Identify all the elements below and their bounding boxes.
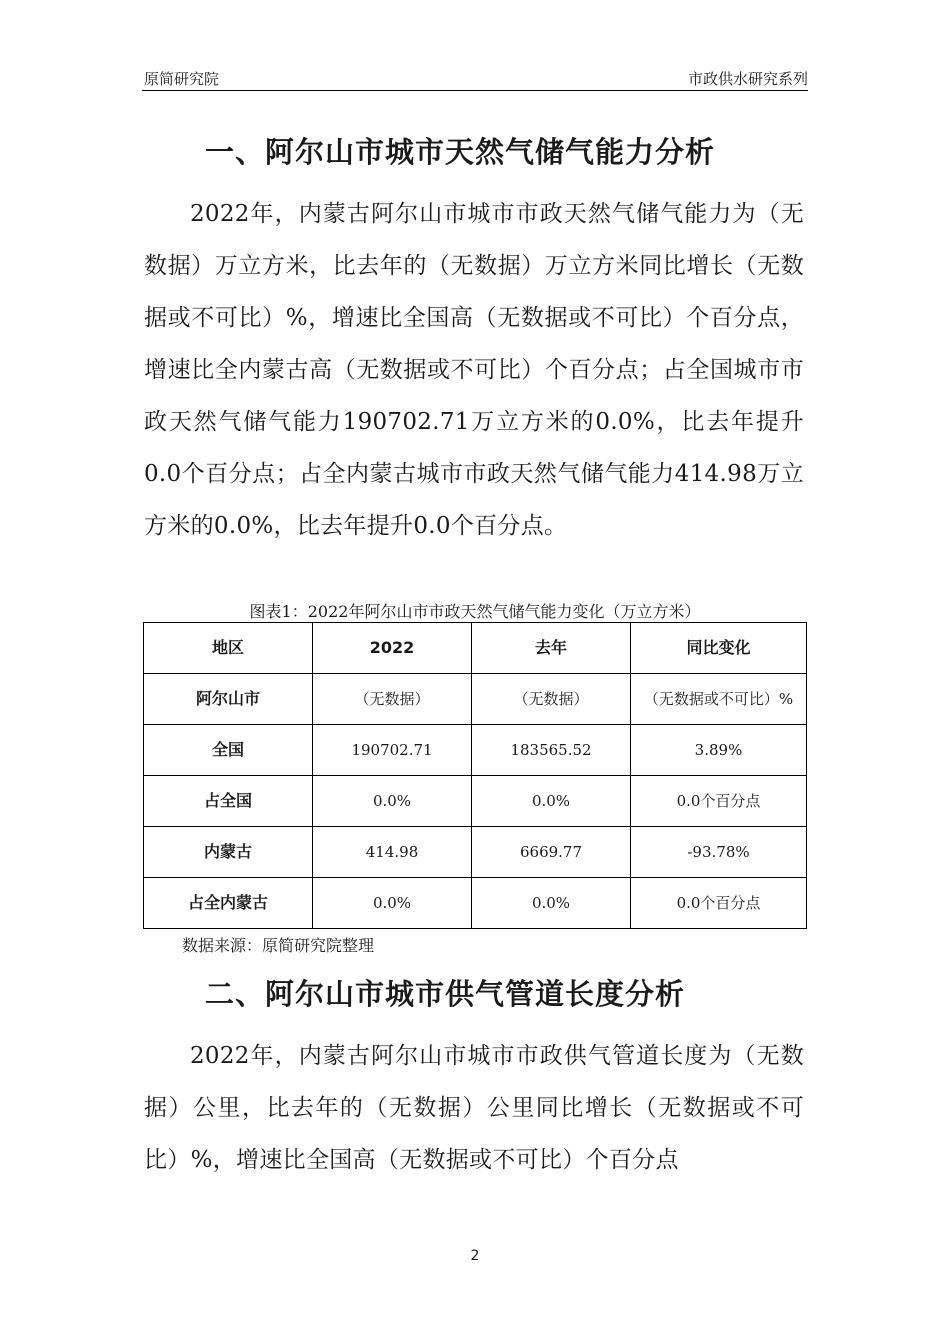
table-cell: -93.78%	[631, 827, 807, 878]
column-header-region: 地区	[144, 623, 313, 674]
row-label: 内蒙古	[144, 827, 313, 878]
table-row	[144, 827, 807, 878]
table-cell: 183565.52	[472, 725, 631, 776]
table-cell: 190702.71	[313, 725, 472, 776]
header-divider	[142, 90, 808, 91]
table-cell: 414.98	[313, 827, 472, 878]
table-cell: 0.0个百分点	[631, 878, 807, 929]
table-cell: （无数据）	[472, 674, 631, 725]
table-row	[144, 725, 807, 776]
table-source-note: 数据来源：原简研究院整理	[182, 936, 375, 955]
table-cell: 0.0%	[472, 878, 631, 929]
table-cell: 0.0个百分点	[631, 776, 807, 827]
table-row	[144, 674, 807, 725]
table-cell: 0.0%	[313, 878, 472, 929]
table-row	[144, 776, 807, 827]
table-cell: 6669.77	[472, 827, 631, 878]
row-label: 阿尔山市	[144, 674, 313, 725]
column-header-last-year: 去年	[472, 623, 631, 674]
table-row	[144, 878, 807, 929]
table-cell: 0.0%	[313, 776, 472, 827]
row-label: 占全内蒙古	[144, 878, 313, 929]
table-caption: 图表1：2022年阿尔山市市政天然气储气能力变化（万立方米）	[249, 602, 701, 621]
gas-storage-table	[143, 622, 807, 929]
section-title-gas-pipeline: 二、阿尔山市城市供气管道长度分析	[205, 977, 686, 1011]
row-label: 占全国	[144, 776, 313, 827]
table-header-row	[144, 623, 807, 674]
header-series-name: 市政供水研究系列	[687, 70, 808, 88]
row-label: 全国	[144, 725, 313, 776]
table-cell: 3.89%	[631, 725, 807, 776]
column-header-2022: 2022	[313, 623, 472, 674]
section-title-gas-storage: 一、阿尔山市城市天然气储气能力分析	[205, 135, 716, 169]
section-paragraph-gas-storage: 2022年，内蒙古阿尔山市城市市政天然气储气能力为（无数据）万立方米，比去年的（无数据）万立方米同比增长（无数据或不可比）%，增速比全国高（无数据或不可比）个百分点，增速比全内蒙古高（无数据或不可比）个百分点；占全国城市市政天然气储气能力190702.71万立方米的0.0%，比去年提升0.0个百分点；占全内蒙古城市市政天然气储气能力414.98万立方米的0.0%，比去年提升0.0个百分点。	[144, 201, 804, 539]
section-paragraph-gas-pipeline: 2022年，内蒙古阿尔山市城市市政供气管道长度为（无数据）公里，比去年的（无数据）公里同比增长（无数据或不可比）%，增速比全国高（无数据或不可比）个百分点	[144, 1043, 804, 1173]
column-header-yoy-change: 同比变化	[631, 623, 807, 674]
page-number: 2	[470, 1248, 480, 1264]
table-cell: （无数据或不可比）%	[631, 674, 807, 725]
header-org-name: 原简研究院	[144, 70, 220, 88]
table-cell: 0.0%	[472, 776, 631, 827]
table-cell: （无数据）	[313, 674, 472, 725]
